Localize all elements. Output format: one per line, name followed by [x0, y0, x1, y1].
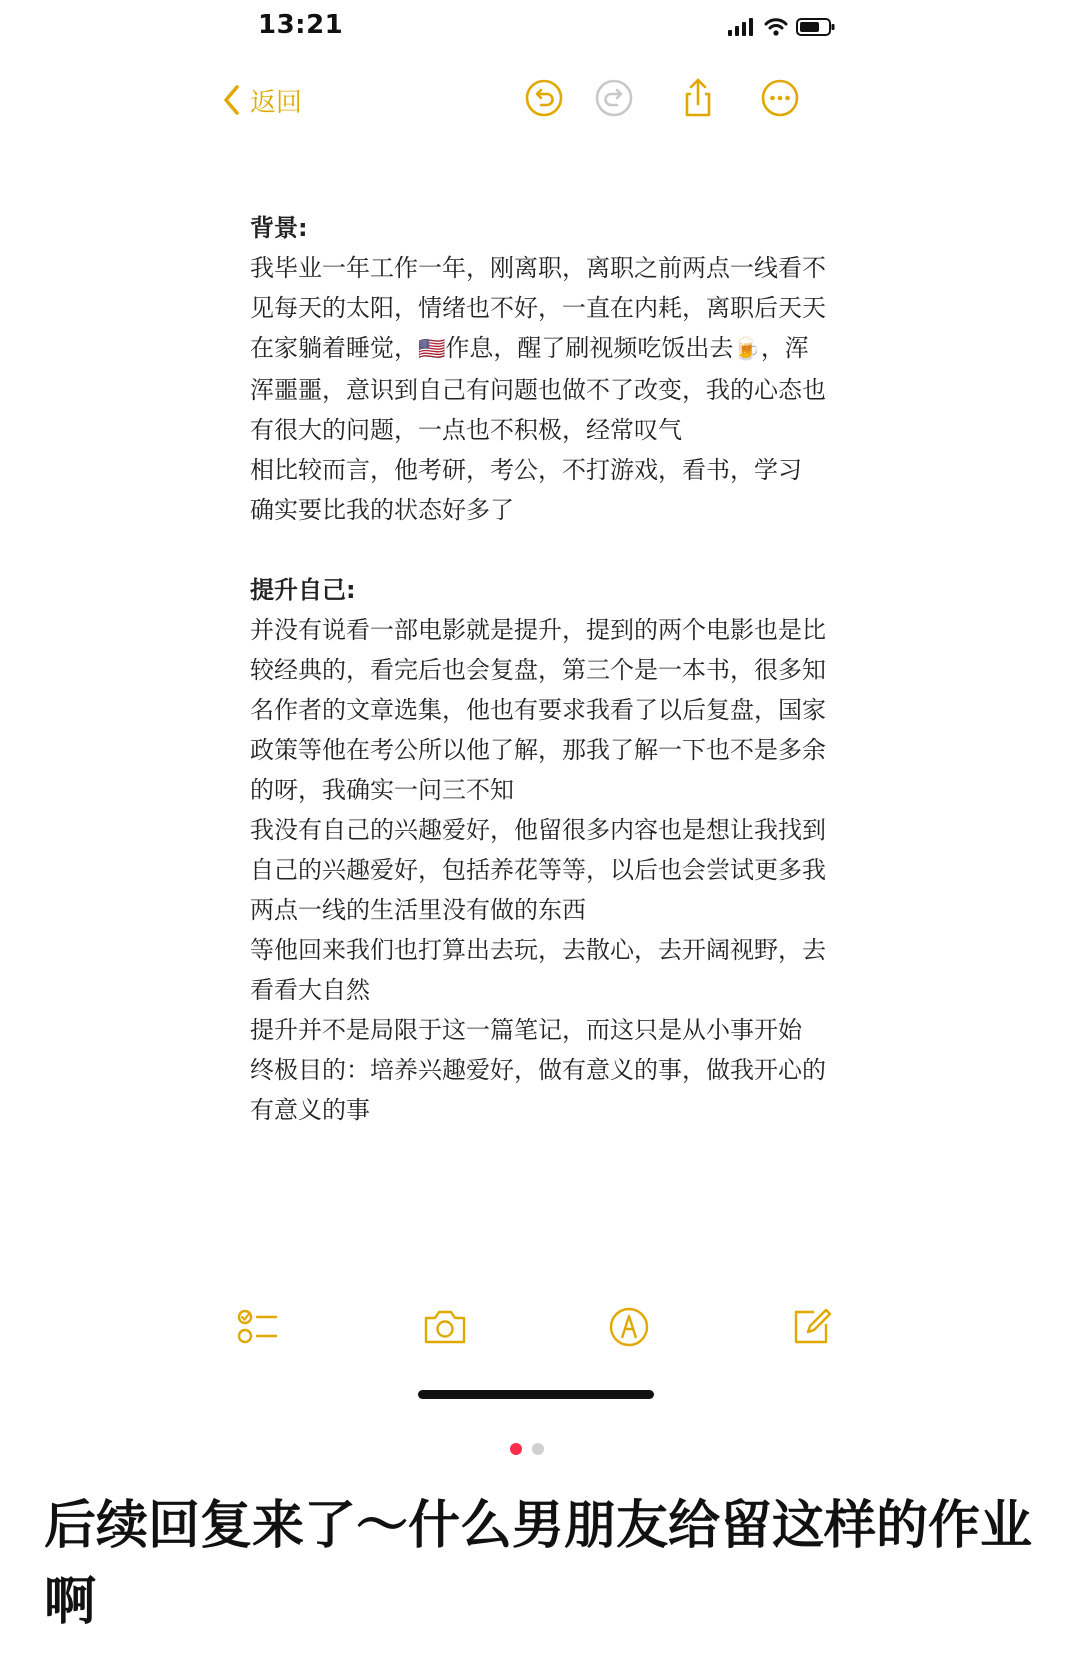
back-button[interactable]	[222, 78, 302, 122]
status-icons	[728, 14, 836, 40]
markup-pen-icon[interactable]	[604, 1302, 654, 1352]
note-body[interactable]	[250, 208, 830, 1130]
note-paragraph: 相比较而言，他考研，考公，不打游戏，看书，学习	[250, 456, 802, 484]
bottom-toolbar	[0, 1302, 1080, 1352]
section-heading-improve: 提升自己:	[250, 576, 356, 604]
note-paragraph: 并没有说看一部电影就是提升，提到的两个电影也是比较经典的，看完后也会复盘，第三个是一本书，很多知名作者的文章选集，他也有要求我看了以后复盘，国家政策等他在考公所以他了解，那我了解一下也不是多余的呀，我确实一问三不知	[250, 616, 826, 804]
note-paragraph: 我没有自己的兴趣爱好，他留很多内容也是想让我找到自己的兴趣爱好，包括养花等等，以后也会尝试更多我两点一线的生活里没有做的东西	[250, 816, 826, 924]
note-paragraph: 等他回来我们也打算出去玩，去散心，去开阔视野，去看看大自然	[250, 936, 826, 1004]
note-text: 作息，醒了刷视频吃饭出去	[445, 334, 734, 362]
note-paragraph: 终极目的：培养兴趣爱好，做有意义的事，做我开心的有意义的事	[250, 1056, 826, 1124]
back-label: 返回	[250, 87, 303, 118]
more-icon[interactable]	[758, 76, 802, 120]
note-text: 我毕业一年工作一年，刚离职，离职之前两点一线看不见每天的太阳，情绪也不好，一直在内耗，离职后天天在家躺着睡觉，	[250, 254, 826, 362]
compose-icon[interactable]	[786, 1302, 836, 1352]
note-text: ，浑浑噩噩，意识到自己有问题也做不了改变，我的心态也有很大的问题，一点也不积极，经常叹气	[250, 334, 826, 444]
carousel-dot[interactable]	[532, 1443, 544, 1455]
undo-icon[interactable]	[522, 76, 566, 120]
note-paragraph	[250, 248, 830, 450]
post-caption: 后续回复来了～什么男朋友给留这样的作业啊	[44, 1496, 1033, 1632]
signal-icon	[728, 17, 756, 37]
chevron-left-icon	[222, 84, 242, 116]
camera-icon[interactable]	[420, 1302, 470, 1352]
carousel-dot-active[interactable]	[510, 1443, 522, 1455]
home-indicator	[418, 1390, 654, 1399]
note-paragraph: 确实要比我的状态好多了	[250, 496, 514, 524]
status-bar	[0, 0, 1080, 60]
battery-icon	[796, 17, 836, 37]
note-paragraph: 提升并不是局限于这一篇笔记，而这只是从小事开始	[250, 1016, 802, 1044]
wifi-icon	[764, 17, 788, 37]
nav-bar	[0, 72, 1080, 128]
share-icon[interactable]	[676, 76, 720, 120]
checklist-icon[interactable]	[234, 1302, 284, 1352]
section-heading-background: 背景:	[250, 214, 308, 242]
redo-icon[interactable]	[592, 76, 636, 120]
blank-line	[250, 530, 830, 570]
status-time: 13:21	[258, 10, 344, 40]
beer-emoji: 🍺	[733, 337, 761, 362]
us-flag-emoji: 🇺🇸	[418, 337, 446, 362]
carousel-dots	[510, 1443, 544, 1455]
